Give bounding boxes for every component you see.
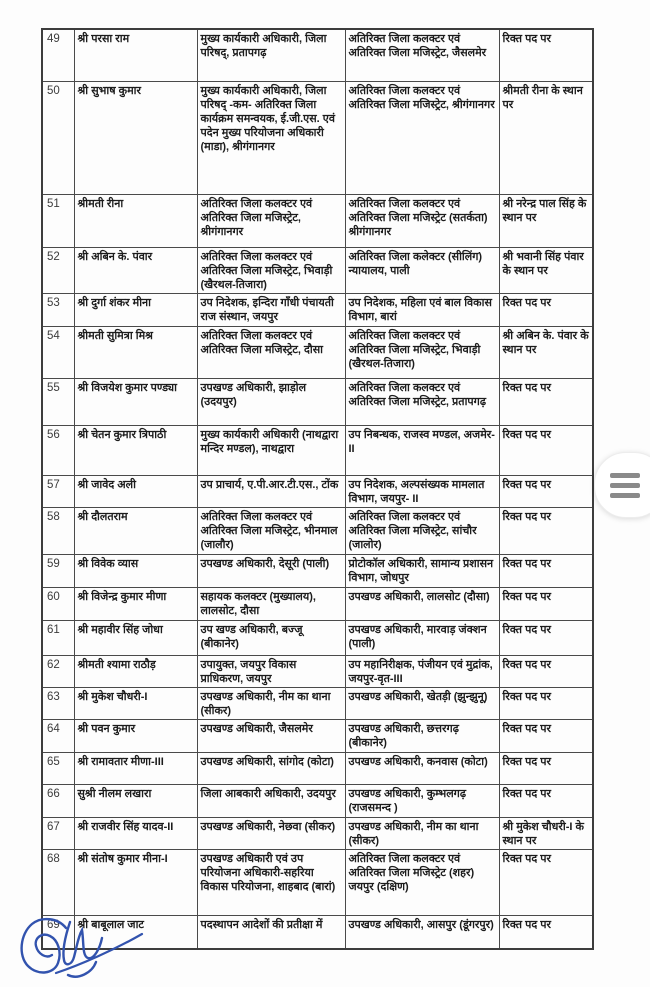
hamburger-bar [610, 473, 640, 478]
hamburger-bar [610, 493, 640, 498]
current-post-cell: मुख्य कार्यकारी अधिकारी, जिला परिषद् -कम- अतिरिक्त जिला कार्यक्रम समन्वयक, ई.जी.एस. एवं पदेन मुख्य परियोजना अधिकारी (माडा), श्रीगंगानगर [197, 81, 345, 194]
current-post-cell: अतिरिक्त जिला कलक्टर एवं अतिरिक्त जिला मजिस्ट्रेट, भीनमाल (जालौर) [197, 507, 345, 554]
serial-cell: 49 [42, 29, 74, 81]
new-post-cell: अतिरिक्त जिला कलक्टर एवं अतिरिक्त जिला मजिस्ट्रेट, जैसलमेर [345, 29, 499, 81]
table-row [42, 247, 593, 293]
new-post-cell: अतिरिक्त जिला कलक्टर एवं अतिरिक्त जिला मजिस्ट्रेट, प्रतापगढ़ [345, 378, 499, 425]
new-post-cell: अतिरिक्त जिला कलेक्टर (सीलिंग) न्यायालय, पाली [345, 247, 499, 293]
new-post-cell: अतिरिक्त जिला कलक्टर एवं अतिरिक्त जिला मजिस्ट्रेट, सांचौर (जालोर) [345, 507, 499, 554]
remarks-cell: रिक्त पद पर [499, 554, 593, 587]
table-row [42, 620, 593, 655]
new-post-cell: उपखण्ड अधिकारी, नीम का थाना (सीकर) [345, 817, 499, 849]
signature-icon [8, 910, 158, 984]
current-post-cell: अतिरिक्त जिला कलक्टर एवं अतिरिक्त जिला मजिस्ट्रेट, दौसा [197, 326, 345, 378]
remarks-cell: रिक्त पद पर [499, 752, 593, 784]
remarks-cell: रिक्त पद पर [499, 784, 593, 817]
name-cell: श्री दुर्गा शंकर मीना [74, 293, 197, 326]
current-post-cell: उप निदेशक, इन्दिरा गाँधी पंचायती राज संस्थान, जयपुर [197, 293, 345, 326]
name-cell: श्रीमती श्यामा राठौड़ [74, 655, 197, 687]
table-row [42, 378, 593, 425]
hamburger-bar [610, 483, 640, 488]
new-post-cell: उपखण्ड अधिकारी, छत्तरगढ़ (बीकानेर) [345, 719, 499, 752]
serial-cell: 66 [42, 784, 74, 817]
current-post-cell: उप प्राचार्य, ए.पी.आर.टी.एस., टोंक [197, 475, 345, 507]
table-row [42, 655, 593, 687]
name-cell: श्री चेतन कुमार त्रिपाठी [74, 425, 197, 475]
new-post-cell: अतिरिक्त जिला कलक्टर एवं अतिरिक्त जिला मजिस्ट्रेट, भिवाड़ी (खैरथल-तिजारा) [345, 326, 499, 378]
current-post-cell: उपखण्ड अधिकारी, झाड़ोल (उदयपुर) [197, 378, 345, 425]
name-cell: श्री संतोष कुमार मीना-I [74, 849, 197, 915]
new-post-cell: उपखण्ड अधिकारी, कुम्भलगढ़ (राजसमन्द ) [345, 784, 499, 817]
new-post-cell: उप निदेशक, अल्पसंख्यक मामलात विभाग, जयपुर- II [345, 475, 499, 507]
new-post-cell: अतिरिक्त जिला कलक्टर एवं अतिरिक्त जिला मजिस्ट्रेट (सतर्कता) श्रीगंगानगर [345, 194, 499, 247]
table-row [42, 784, 593, 817]
serial-cell: 69 [42, 915, 74, 949]
transfer-order-table [41, 28, 594, 950]
remarks-cell: रिक्त पद पर [499, 719, 593, 752]
new-post-cell: अतिरिक्त जिला कलक्टर एवं अतिरिक्त जिला मजिस्ट्रेट, श्रीगंगानगर [345, 81, 499, 194]
current-post-cell: उपखण्ड अधिकारी एवं उप परियोजना अधिकारी-सहरिया विकास परियोजना, शाहबाद (बारां) [197, 849, 345, 915]
new-post-cell: अतिरिक्त जिला कलक्टर एवं अतिरिक्त जिला मजिस्ट्रेट (शहर) जयपुर (दक्षिण) [345, 849, 499, 915]
name-cell: श्रीमती सुमित्रा मिश्र [74, 326, 197, 378]
current-post-cell: उपखण्ड अधिकारी, सांगोद (कोटा) [197, 752, 345, 784]
serial-cell: 58 [42, 507, 74, 554]
serial-cell: 60 [42, 587, 74, 620]
new-post-cell: उपखण्ड अधिकारी, मारवाड़ जंक्शन (पाली) [345, 620, 499, 655]
serial-cell: 54 [42, 326, 74, 378]
table-row [42, 687, 593, 719]
new-post-cell: उपखण्ड अधिकारी, कनवास (कोटा) [345, 752, 499, 784]
remarks-cell: रिक्त पद पर [499, 29, 593, 81]
new-post-cell: उपखण्ड अधिकारी, लालसोट (दौसा) [345, 587, 499, 620]
current-post-cell: पदस्थापन आदेशों की प्रतीक्षा में [197, 915, 345, 949]
name-cell: श्री अबिन के. पंवार [74, 247, 197, 293]
serial-cell: 62 [42, 655, 74, 687]
new-post-cell: उप निबन्धक, राजस्व मण्डल, अजमेर-II [345, 425, 499, 475]
remarks-cell: श्री भवानी सिंह पंवार के स्थान पर [499, 247, 593, 293]
serial-cell: 67 [42, 817, 74, 849]
table-row [42, 194, 593, 247]
remarks-cell: रिक्त पद पर [499, 378, 593, 425]
new-post-cell: उप महानिरीक्षक, पंजीयन एवं मुद्रांक, जयपुर-वृत-III [345, 655, 499, 687]
current-post-cell: उपखण्ड अधिकारी, जैसलमेर [197, 719, 345, 752]
current-post-cell: मुख्य कार्यकारी अधिकारी (नाथद्वारा मन्दिर मण्डल), नाथद्वारा [197, 425, 345, 475]
remarks-cell: श्रीमती रीना के स्थान पर [499, 81, 593, 194]
serial-cell: 55 [42, 378, 74, 425]
table-row [42, 293, 593, 326]
table-row [42, 752, 593, 784]
table-row [42, 425, 593, 475]
table-row [42, 587, 593, 620]
table-row [42, 554, 593, 587]
table-row [42, 849, 593, 915]
new-post-cell: उपखण्ड अधिकारी, खेतड़ी (झुन्झुनू) [345, 687, 499, 719]
serial-cell: 64 [42, 719, 74, 752]
serial-cell: 51 [42, 194, 74, 247]
current-post-cell: उपखण्ड अधिकारी, नीम का थाना (सीकर) [197, 687, 345, 719]
remarks-cell: रिक्त पद पर [499, 620, 593, 655]
name-cell: श्री मुकेश चौधरी-I [74, 687, 197, 719]
current-post-cell: अतिरिक्त जिला कलक्टर एवं अतिरिक्त जिला मजिस्ट्रेट, भिवाड़ी (खैरथल-तिजारा) [197, 247, 345, 293]
new-post-cell: उपखण्ड अधिकारी, आसपुर (डूंगरपुर) [345, 915, 499, 949]
remarks-cell: रिक्त पद पर [499, 849, 593, 915]
remarks-cell: श्री नरेन्द्र पाल सिंह के स्थान पर [499, 194, 593, 247]
current-post-cell: उपखण्ड अधिकारी, देसूरी (पाली) [197, 554, 345, 587]
table-row [42, 81, 593, 194]
name-cell: श्री राजवीर सिंह यादव-II [74, 817, 197, 849]
remarks-cell: रिक्त पद पर [499, 655, 593, 687]
remarks-cell: रिक्त पद पर [499, 687, 593, 719]
current-post-cell: उपखण्ड अधिकारी, नेछवा (सीकर) [197, 817, 345, 849]
name-cell: श्री परसा राम [74, 29, 197, 81]
current-post-cell: उपायुक्त, जयपुर विकास प्राधिकरण, जयपुर [197, 655, 345, 687]
serial-cell: 61 [42, 620, 74, 655]
name-cell: श्री सुभाष कुमार [74, 81, 197, 194]
hamburger-menu-icon [610, 473, 640, 498]
remarks-cell: रिक्त पद पर [499, 425, 593, 475]
table-row [42, 719, 593, 752]
table-row [42, 29, 593, 81]
remarks-cell: रिक्त पद पर [499, 587, 593, 620]
transfer-table-body [42, 29, 593, 949]
name-cell: श्रीमती रीना [74, 194, 197, 247]
serial-cell: 68 [42, 849, 74, 915]
name-cell: श्री रामावतार मीणा-III [74, 752, 197, 784]
serial-cell: 59 [42, 554, 74, 587]
remarks-cell: रिक्त पद पर [499, 475, 593, 507]
remarks-cell: श्री अबिन के. पंवार के स्थान पर [499, 326, 593, 378]
name-cell: श्री महावीर सिंह जोधा [74, 620, 197, 655]
name-cell: श्री विजेन्द्र कुमार मीणा [74, 587, 197, 620]
table-row [42, 507, 593, 554]
table-row [42, 326, 593, 378]
serial-cell: 63 [42, 687, 74, 719]
current-post-cell: अतिरिक्त जिला कलक्टर एवं अतिरिक्त जिला मजिस्ट्रेट, श्रीगंगानगर [197, 194, 345, 247]
name-cell: श्री विजयेश कुमार पण्ड्या [74, 378, 197, 425]
current-post-cell: जिला आबकारी अधिकारी, उदयपुर [197, 784, 345, 817]
serial-cell: 65 [42, 752, 74, 784]
table-row [42, 475, 593, 507]
serial-cell: 50 [42, 81, 74, 194]
name-cell: सुश्री नीलम लखारा [74, 784, 197, 817]
new-post-cell: प्रोटोकॉल अधिकारी, सामान्य प्रशासन विभाग, जोधपुर [345, 554, 499, 587]
serial-cell: 56 [42, 425, 74, 475]
current-post-cell: मुख्य कार्यकारी अधिकारी, जिला परिषद्, प्रतापगढ़ [197, 29, 345, 81]
current-post-cell: उप खण्ड अधिकारी, बज्जू (बीकानेर) [197, 620, 345, 655]
current-post-cell: सहायक कलक्टर (मुख्यालय), लालसोट, दौसा [197, 587, 345, 620]
name-cell: श्री दौलतराम [74, 507, 197, 554]
remarks-cell: रिक्त पद पर [499, 915, 593, 949]
remarks-cell: रिक्त पद पर [499, 293, 593, 326]
name-cell: श्री बाबूलाल जाट [74, 915, 197, 949]
name-cell: श्री विवेक व्यास [74, 554, 197, 587]
remarks-cell: श्री मुकेश चौधरी-I के स्थान पर [499, 817, 593, 849]
name-cell: श्री पवन कुमार [74, 719, 197, 752]
serial-cell: 57 [42, 475, 74, 507]
new-post-cell: उप निदेशक, महिला एवं बाल विकास विभाग, बारां [345, 293, 499, 326]
serial-cell: 53 [42, 293, 74, 326]
menu-fab-button[interactable] [594, 452, 650, 518]
table-row [42, 817, 593, 849]
remarks-cell: रिक्त पद पर [499, 507, 593, 554]
name-cell: श्री जावेद अली [74, 475, 197, 507]
serial-cell: 52 [42, 247, 74, 293]
